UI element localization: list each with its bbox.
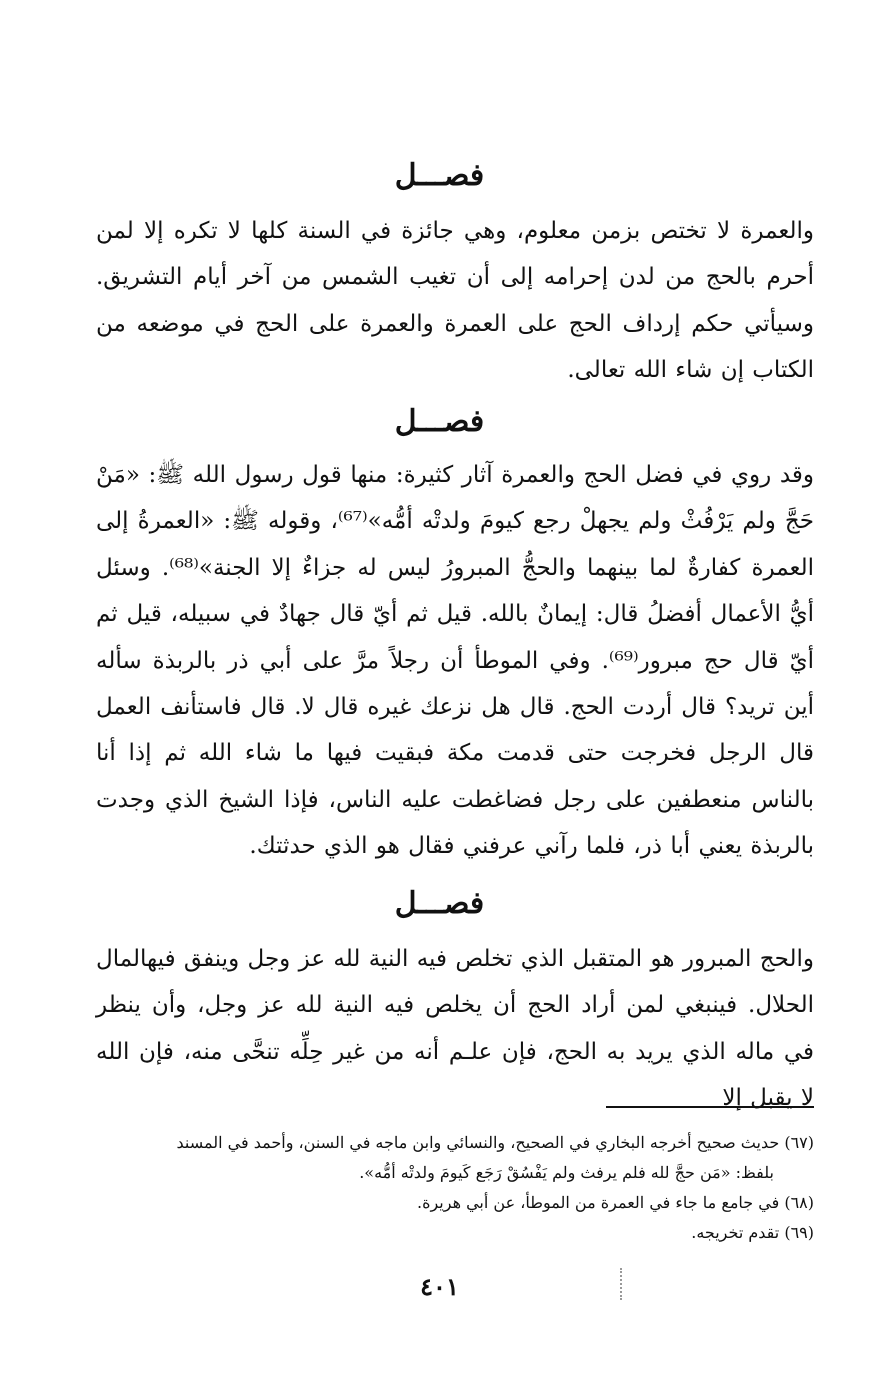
footnote-68: (٦٨) في جامع ما جاء في العمرة من الموطأ، عن أبي هريرة.: [416, 1193, 814, 1212]
section-paragraph-3: والحج المبرور هو المتقبل الذي تخلص فيه النية لله عز وجل وينفق فيهالمال الحلال. فينبغي لمن أراد الحج أن يخلص فيه النية لله عز وجل، وأن ينظر في ماله الذي يريد به الحج، فإن علـم أنه من غير حِلِّه تنحَّى منه، فإن الله لا يقبل إلا: [96, 946, 814, 1112]
footnotes: [96, 1128, 814, 1248]
section-paragraph-1: والعمرة لا تختص بزمن معلوم، وهي جائزة في السنة كلها لا تكره إلا لمن أحرم بالحج من لدن إحرامه إلى أن تغيب الشمس من آخر أيام التشريق. وسيأتي حكم إرداف الحج على العمرة والعمرة على الحج في موضعه من الكتاب إن شاء الله تعالى.: [96, 218, 814, 384]
page-number: ٤٠١: [420, 1272, 459, 1301]
footnote-67-continuation: بلفظ: «مَن حجَّ لله فلم يرفث ولم يَفْسُقْ رَجَع كَيومَ ولدتْه أمُّه».: [359, 1163, 774, 1182]
section-paragraph-2: وقد روي في فضل الحج والعمرة آثار كثيرة: منها قول رسول الله ﷺ: «مَنْ حَجَّ ولم يَرْفُثْ ولم يجهلْ رجع كيومَ ولدتْه أمُّه»⁽⁶⁷⁾، وقوله ﷺ: «العمرةُ إلى العمرة كفارةٌ لما بينهما والحجُّ المبرورُ ليس له جزاءٌ إلا الجنة»⁽⁶⁸⁾. وسئل أيُّ الأعمال أفضلُ قال: إيمانٌ بالله. قيل ثم أيّ قال جهادٌ في سبيله، قيل ثم أيّ قال حج مبرور⁽⁶⁹⁾. وفي الموطأ أن رجلاً مرَّ على أبي ذر بالربذة سأله أين تريد؟ قال أردت الحج. قال هل نزعك غيره قال لا. قال فاستأنف العمل قال الرجل فخرجت حتى قدمت مكة فبقيت فيها ما شاء الله ثم إذا أنا بالناس منعطفين على رجل فضاغطت عليه الناس، فإذا الشيخ الذي وجدت بالربذة يعني أبا ذر، فلما رآني عرفني فقال هو الذي حدثتك.: [96, 462, 814, 860]
footnote-69: (٦٩) تقدم تخريجه.: [691, 1223, 814, 1242]
section-heading-2: فصـــل: [394, 404, 485, 439]
section-heading-3: فصـــل: [394, 886, 485, 921]
footnote-67: (٦٧) حديث صحيح أخرجه البخاري في الصحيح، والنسائي وابن ماجه في السنن، وأحمد في المسند: [176, 1133, 814, 1152]
footnote-separator: [606, 1106, 814, 1108]
section-heading-1: فصـــل: [394, 158, 485, 193]
